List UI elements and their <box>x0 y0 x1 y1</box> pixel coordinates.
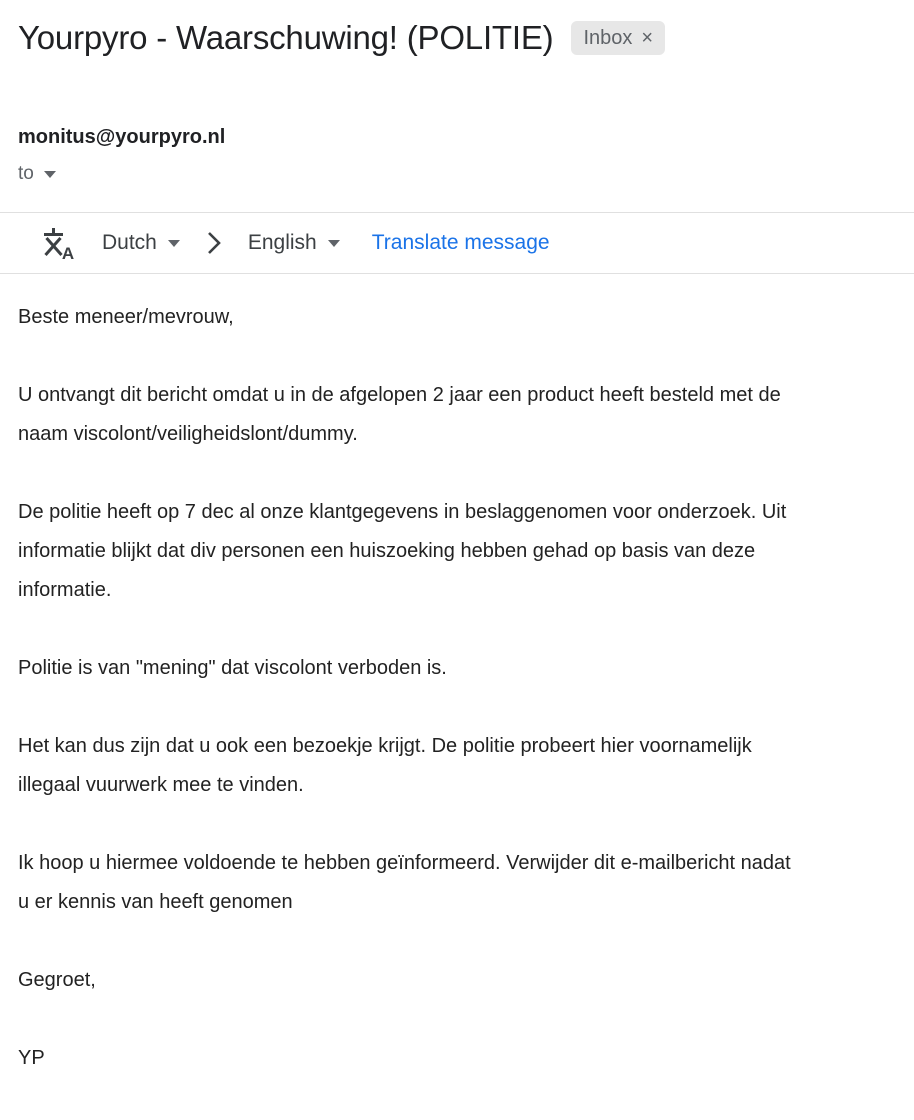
translate-icon <box>40 225 76 261</box>
body-paragraph: YP <box>18 1047 45 1069</box>
translate-message-link[interactable]: Translate message <box>371 231 550 254</box>
body-paragraph: Ik hoop u hiermee voldoende te hebben geïnformeerd. Verwijder dit e-mailbericht nadat u er kennis van heeft genomen <box>18 852 791 913</box>
body-paragraph: Beste meneer/mevrouw, <box>18 306 234 328</box>
chevron-right-icon <box>206 231 222 255</box>
translate-bar <box>0 212 914 274</box>
sender-email[interactable]: monitus@yourpyro.nl <box>18 126 226 148</box>
body-paragraph: U ontvangt dit bericht omdat u in de afgelopen 2 jaar een product heeft besteld met de naam viscolont/veiligheidslont/dummy. <box>18 384 781 445</box>
recipient-row[interactable] <box>18 163 896 185</box>
body-paragraph: De politie heeft op 7 dec al onze klantgegevens in beslaggenomen voor onderzoek. Uit informatie blijkt dat div personen een huiszoeking hebben gehad op basis van deze informatie. <box>18 501 787 601</box>
email-header <box>0 0 914 185</box>
chevron-down-icon <box>328 240 340 247</box>
close-icon[interactable]: × <box>641 27 654 49</box>
inbox-label-text: Inbox <box>583 27 633 49</box>
chevron-down-icon[interactable] <box>44 171 56 178</box>
subject-row <box>18 16 896 60</box>
source-language-dropdown[interactable] <box>102 231 180 255</box>
source-language-label: Dutch <box>102 231 157 254</box>
recipient-label: to <box>18 163 34 184</box>
body-paragraph: Politie is van "mening" dat viscolont verboden is. <box>18 657 447 679</box>
target-language-dropdown[interactable] <box>248 231 340 255</box>
email-subject: Yourpyro - Waarschuwing! (POLITIE) <box>18 19 554 56</box>
chevron-down-icon <box>168 240 180 247</box>
inbox-label-chip[interactable] <box>571 21 665 55</box>
body-paragraph: Het kan dus zijn dat u ook een bezoekje krijgt. De politie probeert hier voornamelijk illegaal vuurwerk mee te vinden. <box>18 735 752 796</box>
email-body <box>0 274 914 1078</box>
target-language-label: English <box>247 231 317 254</box>
body-paragraph: Gegroet, <box>18 969 96 991</box>
svg-text:A: A <box>61 244 75 261</box>
